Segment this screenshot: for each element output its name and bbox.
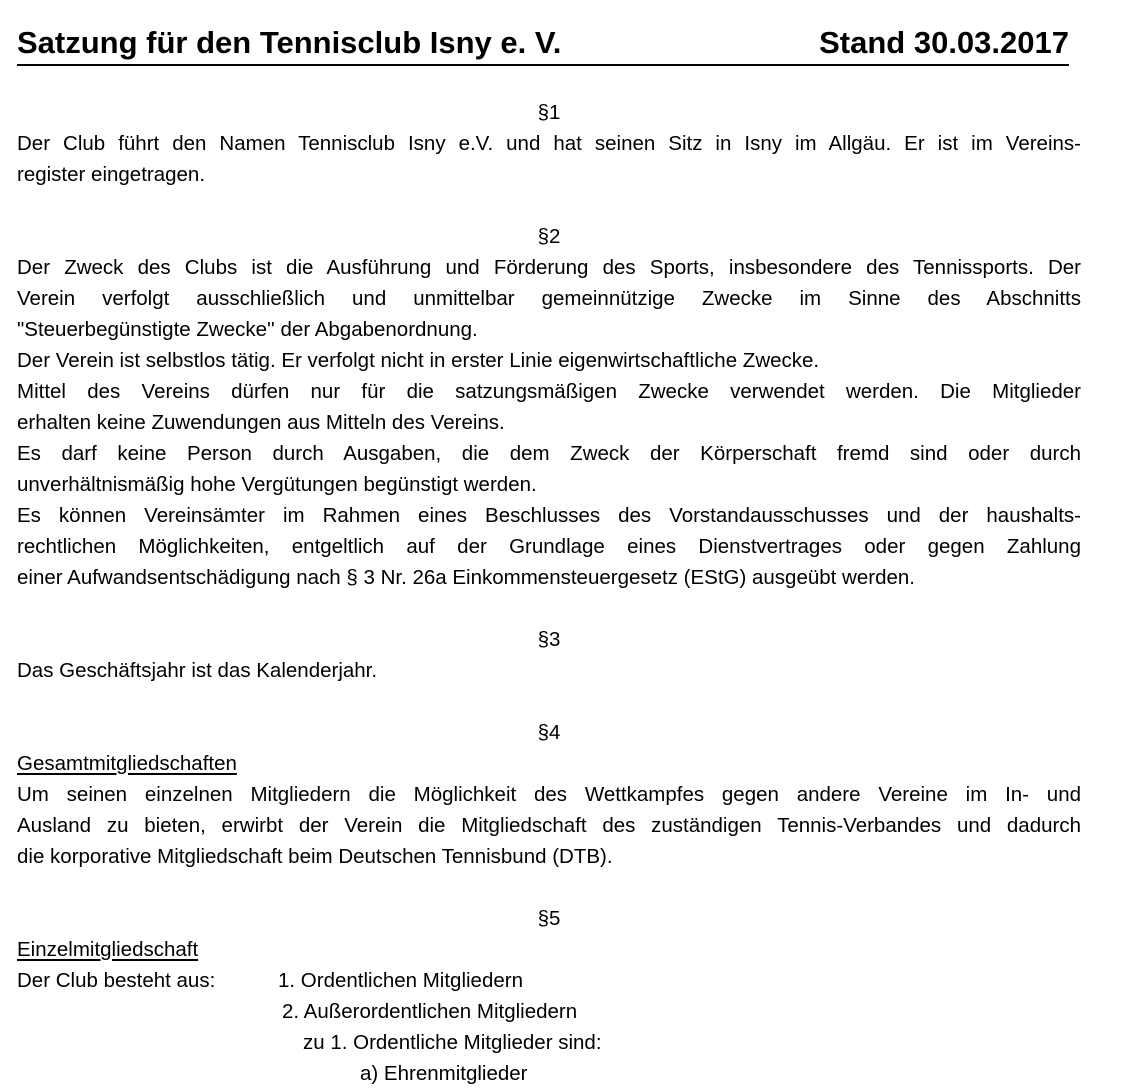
text-line: Es können Vereinsämter im Rahmen eines Beschlusses des Vorstandausschusses und der haushalts- (17, 504, 1081, 527)
text-line: Das Geschäftsjahr ist das Kalenderjahr. (17, 659, 378, 682)
section-3-body (17, 655, 1081, 686)
section-5-subtitle-line (17, 934, 1081, 965)
text-line: Um seinen einzelnen Mitgliedern die Möglichkeit des Wettkampfes gegen andere Vereine im In- und (17, 783, 1081, 806)
document-header (17, 22, 1069, 66)
section-2-body (17, 252, 1081, 593)
text-line: Der Verein ist selbstlos tätig. Er verfolgt nicht in erster Linie eigenwirtschaftliche Zwecke. (17, 349, 820, 372)
text-line: die korporative Mitgliedschaft beim Deutschen Tennisbund (DTB). (17, 845, 613, 868)
list-item: 2. Außerordentlichen Mitgliedern (282, 1000, 578, 1023)
section-5-subtitle: Einzelmitgliedschaft (17, 938, 199, 961)
list-item: 1. Ordentlichen Mitgliedern (278, 969, 523, 992)
sub-list-item: a) Ehrenmitglieder (360, 1062, 528, 1085)
text-line: "Steuerbegünstigte Zwecke'' der Abgabenordnung. (17, 318, 478, 341)
section-4-heading: §4 (537, 721, 561, 744)
text-line: Ausland zu bieten, erwirbt der Verein die Mitgliedschaft des zuständigen Tennis-Verbandes und dadurch (17, 814, 1081, 837)
text-line: einer Aufwandsentschädigung nach § 3 Nr. 26a Einkommensteuergesetz (EStG) ausgeübt werden. (17, 566, 915, 589)
text-line: register eingetragen. (17, 163, 206, 186)
section-2-heading: §2 (537, 225, 561, 248)
text-line: rechtlichen Möglichkeiten, entgeltlich auf der Grundlage eines Dienstvertrages oder gegen Zahlung (17, 535, 1081, 558)
section-3-heading: §3 (537, 628, 561, 651)
section-5-heading: §5 (537, 907, 561, 930)
document-date: Stand 30.03.2017 (819, 25, 1069, 60)
text-line: Mittel des Vereins dürfen nur für die satzungsmäßigen Zwecke verwendet werden. Die Mitglieder (17, 380, 1081, 403)
section-1-body (17, 128, 1081, 190)
text-line: unverhältnismäßig hohe Vergütungen begünstigt werden. (17, 473, 537, 496)
section-5-intro: Der Club besteht aus: (17, 969, 216, 992)
section-4-subtitle-line (17, 748, 1081, 779)
text-line: Es darf keine Person durch Ausgaben, die dem Zweck der Körperschaft fremd sind oder durch (17, 442, 1081, 465)
text-line: erhalten keine Zuwendungen aus Mitteln des Vereins. (17, 411, 505, 434)
section-4-subtitle: Gesamtmitgliedschaften (17, 752, 237, 775)
document-title: Satzung für den Tennisclub Isny e. V. (17, 25, 562, 60)
text-line: Der Zweck des Clubs ist die Ausführung und Förderung des Sports, insbesondere des Tennissports. Der (17, 256, 1081, 279)
section-1-heading: §1 (537, 101, 561, 124)
text-line: Verein verfolgt ausschließlich und unmittelbar gemeinnützige Zwecke im Sinne des Abschnitts (17, 287, 1081, 310)
sub-heading: zu 1. Ordentliche Mitglieder sind: (303, 1031, 602, 1054)
text-line: Der Club führt den Namen Tennisclub Isny e.V. und hat seinen Sitz in Isny im Allgäu. Er ist im Vereins- (17, 132, 1081, 155)
section-4-body (17, 748, 1081, 872)
